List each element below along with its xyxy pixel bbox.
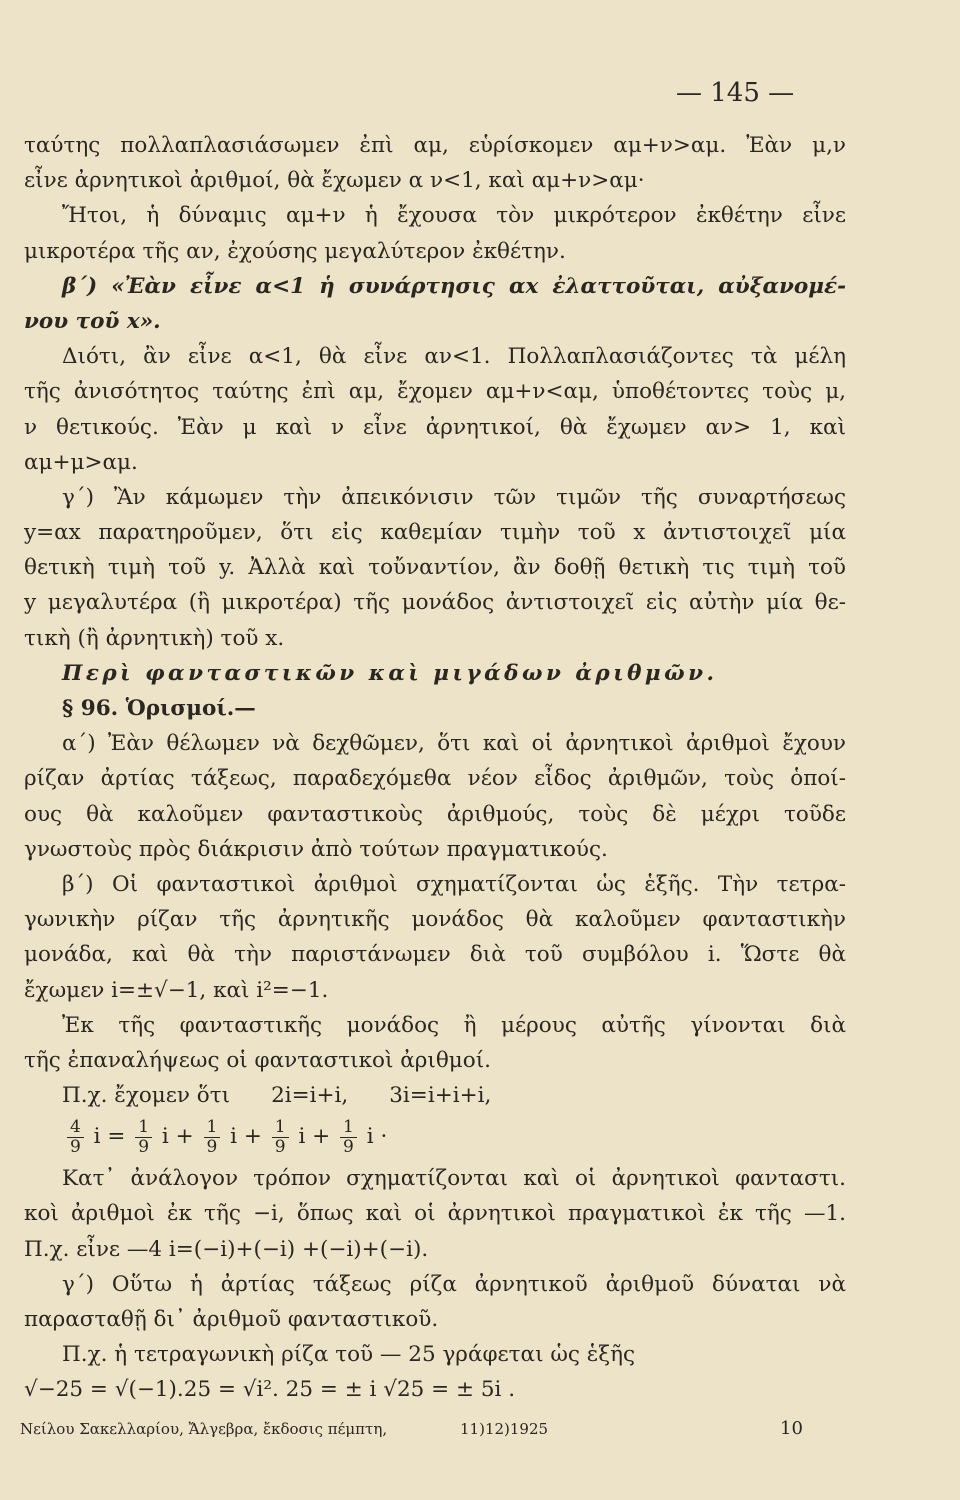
fraction: $\frac{1}{9}$ [340, 1118, 357, 1156]
text-line: Π.χ. ἡ τετραγωνικὴ ρίζα τοῦ — 25 γράφεται ὡς ἑξῆς [62, 1342, 636, 1368]
section-title: Περὶ φανταστικῶν καὶ μιγάδων ἀριθμῶν. [62, 660, 718, 686]
proposition-heading: β΄) «Ἐὰν εἶνε α<1 ἡ συνάρτησις αx ἐλαττοῦται, αὐξανομέ- [62, 273, 846, 299]
section-number: § 96. Ὁρισμοί.— [62, 696, 256, 721]
text-line: γνωστοὺς πρὸς διάκρισιν ἀπὸ τούτων πραγματικούς. [24, 836, 608, 862]
text-line: αμ+μ>αμ. [24, 449, 138, 475]
text-line: τῆς ἀνισότητος ταύτης ἐπὶ αμ, ἔχομεν αμ+ν<αμ, ὑποθέτοντες τοὺς μ, [24, 379, 846, 405]
proposition-heading: νου τοῦ x». [24, 308, 161, 334]
body-text [24, 128, 846, 1408]
text-line: y=αx παρατηροῦμεν, ὅτι εἰς καθεμίαν τιμὴν τοῦ x ἀντιστοιχεῖ μία [24, 520, 846, 546]
fraction: $\frac{1}{9}$ [204, 1118, 221, 1156]
fraction: $\frac{1}{9}$ [272, 1118, 289, 1156]
text-line: εἶνε ἀρνητικοὶ ἀριθμοί, θὰ ἔχωμεν α ν<1, καὶ αμ+ν>αμ· [24, 168, 645, 194]
footer-date: 11)12)1925 [460, 1420, 549, 1438]
text-line: ἔχωμεν i=±√−1, καὶ i²=−1. [24, 977, 329, 1003]
text-line: β΄) Οἱ φανταστικοὶ ἀριθμοὶ σχηματίζονται ὡς ἑξῆς. Τὴν τετρα- [62, 871, 846, 897]
fraction-equation: $\frac{4}{9}$ i = $\frac{1}{9}$ i + $\frac{1}{9}$ i + $\frac{1}{9}$ i + $\frac{1}{9}$ i · [24, 1113, 846, 1161]
text-line: τικὴ (ἢ ἀρνητικὴ) τοῦ x. [24, 625, 285, 651]
text-line: Ἐκ τῆς φανταστικῆς μονάδος ἢ μέρους αὐτῆς γίνονται διὰ [62, 1012, 846, 1038]
equation-symbol: i = [93, 1124, 133, 1150]
text-line: Κατ᾽ ἀνάλογον τρόπον σχηματίζονται καὶ οἱ ἀρνητικοὶ φανταστι. [62, 1166, 846, 1192]
fraction: $\frac{1}{9}$ [135, 1118, 152, 1156]
text-line: α΄) Ἐὰν θέλωμεν νὰ δεχθῶμεν, ὅτι καὶ οἱ ἀρνητικοὶ ἀριθμοὶ ἔχουν [62, 731, 846, 757]
text-line: θετικὴ τιμὴ τοῦ y. Ἀλλὰ καὶ τοὔναντίον, ἂν δοθῇ θετικὴ τις τιμὴ τοῦ [24, 555, 846, 581]
text-line: ρίζαν ἀρτίας τάξεως, παραδεχόμεθα νέον εἶδος ἀριθμῶν, τοὺς ὁποί- [24, 766, 846, 792]
text-line: Ἤτοι, ἡ δύναμις αμ+ν ἡ ἔχουσα τὸν μικρότερον ἐκθέτην εἶνε [62, 203, 846, 229]
text-line: γωνικὴν ρίζαν τῆς ἀρνητικῆς μονάδος θὰ καλοῦμεν φανταστικὴν [24, 907, 846, 933]
text-line: ταύτης πολλαπλασιάσωμεν ἐπὶ αμ, εὑρίσκομεν αμ+ν>αμ. Ἐὰν μ,ν [24, 133, 846, 158]
text-line: y μεγαλυτέρα (ἢ μικροτέρα) τῆς μονάδος ἀντιστοιχεῖ εἰς αὐτὴν μία θε- [24, 590, 846, 616]
text-line: γ΄) Οὕτω ἡ ἀρτίας τάξεως ρίζα ἀρνητικοῦ ἀριθμοῦ δύναται νὰ [62, 1271, 846, 1297]
text-line: παρασταθῇ δι᾽ ἀριθμοῦ φανταστικοῦ. [24, 1307, 439, 1332]
footer-imprint: Νείλου Σακελλαρίου, Ἄλγεβρα, ἔκδοσις πέμπτη, [20, 1420, 388, 1438]
text-line: Π.χ. ἔχομεν ὅτι 2i=i+i, 3i=i+i+i, [62, 1083, 492, 1109]
radical-equation: √−25 = √(−1).25 = √i². 25 = ± i √25 = ± 5i . [24, 1377, 516, 1403]
fraction: $\frac{4}{9}$ [67, 1118, 84, 1156]
text-line: ους θὰ καλοῦμεν φανταστικοὺς ἀριθμούς, τοὺς δὲ μέχρι τοῦδε [24, 801, 846, 827]
text-line: γ΄) Ἂν κάμωμεν τὴν ἀπεικόνισιν τῶν τιμῶν τῆς συναρτήσεως [62, 484, 846, 510]
text-line: μονάδα, καὶ θὰ τὴν παριστάνωμεν διὰ τοῦ συμβόλου i. Ὥστε θὰ [24, 942, 846, 968]
text-line: Π.χ. εἶνε —4 i=(−i)+(−i) +(−i)+(−i). [24, 1236, 429, 1262]
text-line: κοὶ ἀριθμοὶ ἐκ τῆς −i, ὅπως καὶ οἱ ἀρνητικοὶ πραγματικοὶ ἐκ τῆς —1. [24, 1201, 846, 1227]
page-number: — 145 — [676, 78, 795, 108]
text-line: ν θετικούς. Ἐὰν μ καὶ ν εἶνε ἀρνητικοί, θὰ ἔχωμεν αν> 1, καὶ [24, 414, 846, 440]
text-line: Διότι, ἂν εἶνε α<1, θὰ εἶνε αν<1. Πολλαπλασιάζοντες τὰ μέλη [62, 344, 846, 370]
text-line: τῆς ἐπαναλήψεως οἱ φανταστικοὶ ἀριθμοί. [24, 1047, 491, 1073]
signature-mark: 10 [780, 1418, 803, 1439]
text-line: μικροτέρα τῆς αν, ἐχούσης μεγαλύτερον ἐκθέτην. [24, 238, 566, 264]
